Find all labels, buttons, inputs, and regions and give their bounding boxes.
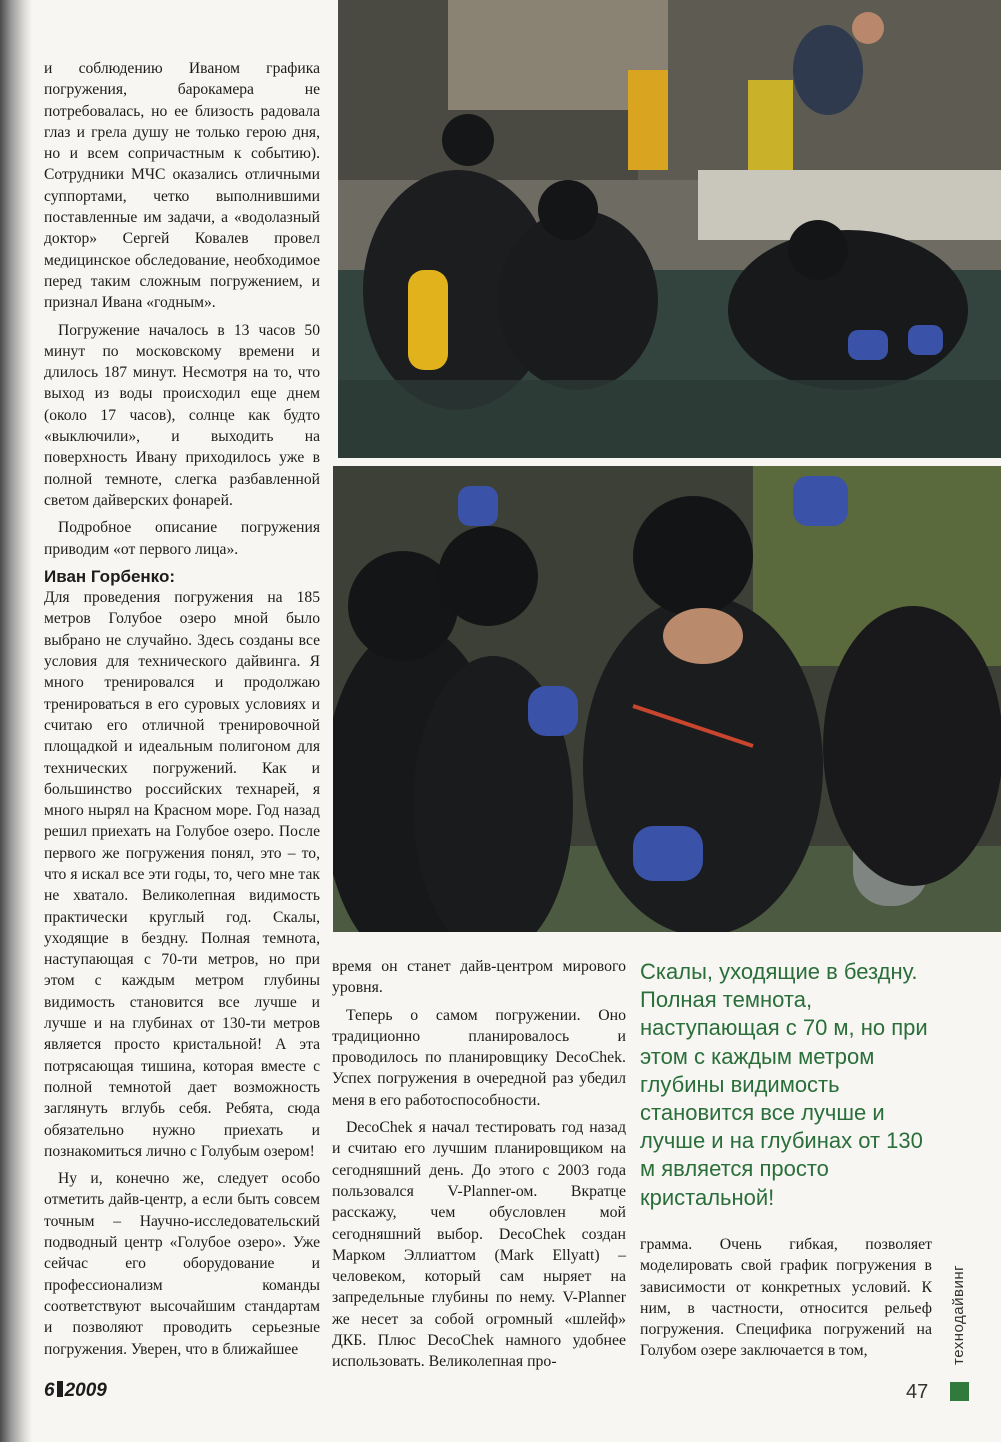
author-heading: Иван Горбенко: [44, 566, 176, 586]
photo-divers-preparing-image [333, 466, 1001, 932]
issue-number [44, 1380, 107, 1402]
section-label: технодайвинг [950, 1264, 967, 1365]
paragraph: Для проведения погружения на 185 метров Голубое озеро мной было выбрано не случайно. Здесь созданы все условия для технического дайвинга. Я много тренировался и продолжаю тренироваться в его суровых условиях и считаю его отличной тренировочной площадкой и идеальным полигоном для технических погружений. Как и большинство российских технарей, я много нырял на Красном море. Год назад решил приехать на Голубое озеро. После первого же погружения понял, это – то, что я искал все эти годы, то, чего мне так не хватало. Великолепная видимость практически круглый год. Скалы, уходящие в бездну. Полная темнота, наступающая с 70-ти метров, но при этом с каждым метром глубины видимость становится все лучше и лучше и на глубинах от 130-ти метров является просто кристальной! А эта потрясающая тишина, которая вместе с полной темнотой дает возможность заглянуть вглубь себя. Ребята, сюда обязательно нужно приехать и познакомиться лично с Голубым озером! [44, 589, 320, 1160]
paragraph: время он станет дайв-центром мирового уровня. [332, 958, 626, 997]
paragraph: грамма. Очень гибкая, позволяет моделировать свой график погружения в зависимости от конкретных условий. К ним, в частности, относится рельеф погружения. Специфика погружений на Голубом озере заключается в том, [640, 1236, 932, 1360]
photo-divers-entering-water-image [338, 0, 1001, 458]
photo-divers-entering-water [338, 0, 1001, 458]
paragraph: Погружение началось в 13 часов 50 минут по московскому времени и длилось 187 минут. Несмотря на то, что выход из воды происходил еще днем (около 17 часов), солнце как будто «выключили», и выходить на поверхность Ивану приходилось уже в полной темноте, слегка разбавленной светом дайверских фонарей. [44, 321, 320, 509]
page-marker-square [950, 1382, 969, 1401]
paragraph: Подробное описание погружения приводим «от первого лица». [44, 519, 320, 558]
issue-year: 2009 [64, 1380, 107, 1401]
text-column-3 [640, 1234, 932, 1362]
text-column-1 [44, 58, 320, 1360]
pull-quote: Скалы, уходящие в бездну. Полная темнота, наступающая с 70 м, но при этом с каждым метром глубины видимость становится все лучше и лучше и на глубинах от 130 м является просто кристальной! [640, 959, 928, 1210]
paragraph: и соблюдению Иваном графика погружения, барокамера не потребовалась, но ее близость радовала глаз и грела душу не только герою дня, но и всем сопричастным к событию). Сотрудники МЧС оказались отличными суппортами, четко выполнившими поставленные им задачи, а «водолазный доктор» Сергей Ковалев провел медицинское обследование, необходимое перед таким сложным погружением, и признал Ивана «годным». [44, 60, 320, 312]
issue-separator [57, 1381, 63, 1397]
text-column-2 [332, 956, 626, 1373]
photo-divers-preparing [333, 466, 1001, 932]
page-spine-shadow [0, 0, 32, 1442]
paragraph: Теперь о самом погружении. Оно традиционно планировалось и проводилось по планировщику DecoChek. Успех погружения в очередной раз убедил меня в его работоспособности. [332, 1006, 626, 1109]
issue-month: 6 [44, 1380, 55, 1401]
page-number: 47 [906, 1381, 929, 1403]
paragraph: Ну и, конечно же, следует особо отметить дайв-центр, а если быть совсем точным – Научно-исследовательский подводный центр «Голубое озеро». Уже сейчас его оборудование и профессионализм команды соответствуют высочайшим стандартам и позволяют проводить серьезные погружения. Уверен, что в ближайшее [44, 1170, 320, 1358]
paragraph: DecoChek я начал тестировать год назад и считаю его лучшим планировщиком на сегодняшний день. До этого с 2003 года пользовался V-Planner-ом. Вкратце расскажу, чем обусловлен мой сегодняшний выбор. DecoChek создан Марком Эллиаттом (Mark Ellyatt) – человеком, который сам ныряет на запредельные глубины по нему. V-Planner же несет за собой огромный «шлейф» ДКБ. Плюс DecoChek намного удобнее использовать. Великолепная про- [332, 1119, 626, 1371]
